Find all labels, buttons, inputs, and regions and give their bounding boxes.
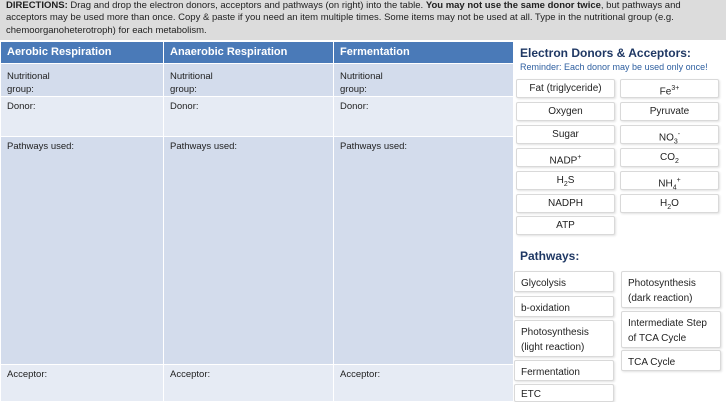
chip-sugar[interactable]: Sugar (516, 125, 615, 144)
chip-subscript: 2 (563, 181, 568, 188)
pathways-label: Pathways used: (340, 141, 408, 152)
chip-h2o[interactable] (620, 194, 719, 213)
chip-atp[interactable]: ATP (516, 216, 615, 235)
column-header-aerobic: Aerobic Respiration (1, 42, 164, 64)
chip-fat[interactable]: Fat (triglyceride) (516, 79, 615, 98)
chip-nadph[interactable]: NADPH (516, 194, 615, 213)
chip-text: H (556, 175, 564, 186)
chip-tca-cycle[interactable]: TCA Cycle (621, 350, 721, 371)
chip-b-oxidation[interactable]: b-oxidation (514, 296, 614, 317)
acceptor-label: Acceptor: (170, 369, 211, 380)
chip-text: H (660, 198, 668, 209)
chip-subscript: 2 (675, 158, 679, 165)
acceptor-label: Acceptor: (340, 369, 381, 380)
pathways-heading: Pathways: (520, 249, 580, 263)
chip-glycolysis[interactable]: Glycolysis (514, 271, 614, 292)
donors-heading: Electron Donors & Acceptors: (520, 46, 691, 60)
directions-bold-rule: You may not use the same donor twice (425, 0, 601, 11)
donor-row (1, 97, 514, 137)
chip-superscript: - (677, 131, 681, 138)
chip-oxygen[interactable]: Oxygen (516, 102, 615, 121)
anaerobic-donor-cell[interactable] (164, 97, 334, 137)
nutritional-label: Nutritional (170, 71, 213, 82)
fermentation-acceptor-cell[interactable] (334, 365, 514, 402)
anaerobic-acceptor-cell[interactable] (164, 365, 334, 402)
directions-label: DIRECTIONS: (6, 0, 68, 11)
chip-nadp[interactable] (516, 148, 615, 167)
fermentation-nutritional-cell[interactable] (334, 64, 514, 97)
donor-label: Donor: (170, 101, 199, 112)
pathways-label: Pathways used: (170, 141, 238, 152)
aerobic-nutritional-cell[interactable] (1, 64, 164, 97)
chip-intermediate-step[interactable]: Intermediate Step of TCA Cycle (621, 311, 721, 348)
chip-superscript: + (676, 177, 681, 184)
chip-fe3[interactable] (620, 79, 719, 98)
chip-text: NADP (549, 155, 578, 167)
chip-no3[interactable] (620, 125, 719, 144)
chip-text: CO (660, 152, 676, 163)
acceptor-label: Acceptor: (7, 369, 48, 380)
nutritional-label: group: (7, 84, 34, 95)
chip-subscript: 3 (673, 138, 678, 146)
chip-etc[interactable]: ETC (514, 384, 614, 402)
chip-text: O (671, 198, 679, 209)
directions-text-1: Drag and drop the electron donors, acceptors and pathways (on right) into the table. (70, 0, 424, 11)
chip-text: Fe (659, 86, 672, 98)
directions-box (0, 0, 726, 40)
aerobic-acceptor-cell[interactable] (1, 365, 164, 402)
chip-photosynthesis-light[interactable]: Photosynthesis (light reaction) (514, 320, 614, 357)
chip-co2[interactable] (620, 148, 719, 167)
acceptor-row (1, 365, 514, 402)
column-header-anaerobic: Anaerobic Respiration (164, 42, 334, 64)
fermentation-pathways-cell[interactable] (334, 137, 514, 365)
chip-text: S (567, 175, 575, 186)
directions-text-2: , but pathways and acceptors may be used more than once. Copy & paste if you need an item multiple times. Some items may not be used at all. Type in the nutritional group (e.g. chemoorganoheterotroph) for each metabolism. (6, 0, 681, 36)
donor-label: Donor: (7, 101, 36, 112)
chip-h2s[interactable] (516, 171, 615, 190)
header-row (1, 42, 514, 64)
nutritional-label: group: (170, 84, 197, 95)
chip-nh4[interactable] (620, 171, 719, 190)
nutritional-label: group: (340, 84, 367, 95)
column-header-fermentation: Fermentation (334, 42, 514, 64)
aerobic-donor-cell[interactable] (1, 97, 164, 137)
metabolism-table (0, 41, 514, 402)
fermentation-donor-cell[interactable] (334, 97, 514, 137)
donor-label: Donor: (340, 101, 369, 112)
nutritional-label: Nutritional (340, 71, 383, 82)
chip-pyruvate[interactable]: Pyruvate (620, 102, 719, 121)
nutritional-group-row (1, 64, 514, 97)
anaerobic-pathways-cell[interactable] (164, 137, 334, 365)
chip-subscript: 2 (667, 204, 672, 211)
chip-superscript: + (577, 154, 582, 161)
chip-subscript: 4 (672, 184, 677, 192)
chip-photosynthesis-dark[interactable]: Photosynthesis (dark reaction) (621, 271, 721, 308)
chip-text: NO (658, 132, 674, 144)
pathways-row (1, 137, 514, 365)
pathways-label: Pathways used: (7, 141, 75, 152)
chip-superscript: 3+ (671, 85, 680, 92)
chip-text: NH (658, 178, 673, 190)
anaerobic-nutritional-cell[interactable] (164, 64, 334, 97)
chip-fermentation[interactable]: Fermentation (514, 360, 614, 381)
donors-reminder: Reminder: Each donor may be used only once! (520, 62, 708, 72)
nutritional-label: Nutritional (7, 71, 50, 82)
aerobic-pathways-cell[interactable] (1, 137, 164, 365)
